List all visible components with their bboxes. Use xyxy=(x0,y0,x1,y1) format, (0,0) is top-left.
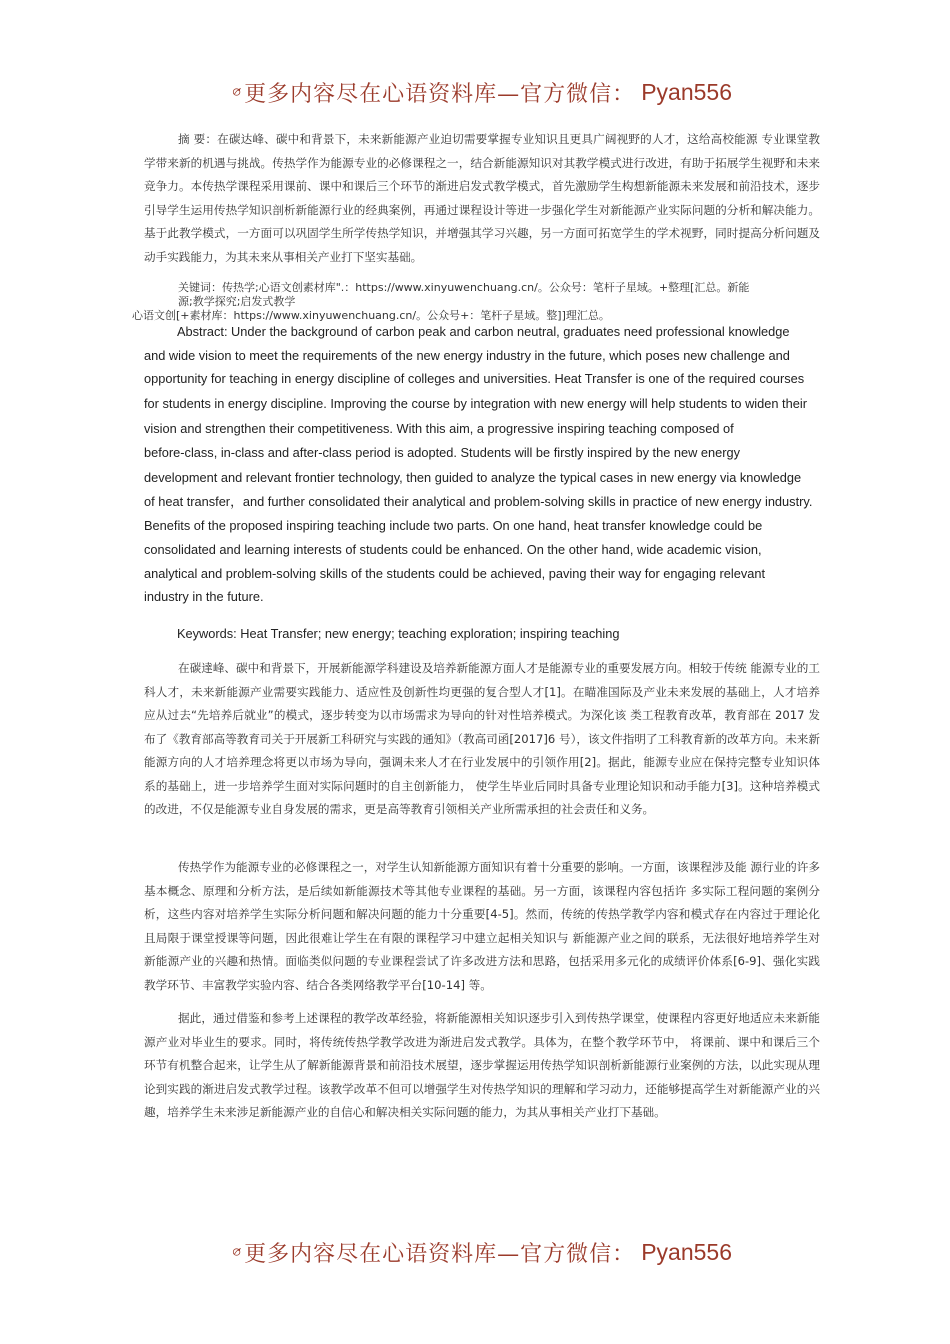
body-paragraph-2: 传热学作为能源专业的必修课程之一，对学生认知新能源方面知识有着十分重要的影响。一方面，该课程涉及能 源行业的许多基本概念、原理和分析方法，是后续如新能源技术等其他专业课程的基础。另一方面，该课程内容包括许 多实际工程问题的案例分析，这些内容对培养学生实际分析问题和解决问题的能力十分重要[4-5]。然而，传统的传热学教学内容和模式存在内容过于理论化且局限于课堂授课等问题，因此很难让学生在有限的课程学习中建立起相关知识与 新能源产业之间的联系，无法很好地培养学生对新能源产业的兴趣和热情。面临类似问题的专业课程尝试了许多改进方法和思路，包括采用多元化的成绩评价体系[6-9]、强化实践教学环节、丰富教学实验内容、结合各类网络教学平台[10-14] 等。 xyxy=(144,860,820,992)
abstract-en-line: development and relevant frontier technology, then guided to analyze the typical cases in new energy via knowledge xyxy=(144,470,802,485)
keywords-cn: 关键词：传热学;心语文创素材库".：https://www.xinyuwenchuang.cn/。公众号：笔杆子星域。+整理[汇总。新能 xyxy=(178,281,750,294)
wechat-id: Pyan556 xyxy=(641,78,732,105)
abstract-en-line: before-class, in-class and after-class period is adopted. Students will be firstly inspired by the new energy xyxy=(144,445,741,460)
abstract-en-line: industry in the future. xyxy=(144,589,264,604)
logo-icon xyxy=(232,1232,242,1272)
abstract-en-line: vision and strengthen their competitiveness. With this aim, a progressive inspiring teaching composed of xyxy=(144,421,734,436)
abstract-en-line: Benefits of the proposed inspiring teaching include two parts. On one hand, heat transfer knowledge could be xyxy=(144,518,763,533)
header-banner xyxy=(232,72,732,112)
footer-banner xyxy=(232,1232,732,1272)
abstract-en-line: and wide vision to meet the requirements of the new energy industry in the future, which poses new challenge and xyxy=(144,348,790,363)
body-paragraph-1: 在碳達峰、碳中和背景下，开展新能源学科建设及培养新能源方面人才是能源专业的重要发展方向。相较于传统 能源专业的工科人才，未来新能源产业需要实践能力、适应性及创新性均更强的复合型人才[1]。在瞄准国际及产业未来发展的基础上，人才培养应从过去“先培养后就业”的模式，逐步转变为以市场需求为导向的针对性培养模式。为深化该 类工程教育改革，教育部在 2017 发布了《教育部高等教育司关于开展新工科研究与实践的通知》（教高司函[2017]6 号），该文件指明了工科教育新的改革方向。未来新能源方向的人才培养理念将更以市场为导向，强调未来人才在行业发展中的引领作用[2]。据此，能源专业应在保持完整专业知识体系的基础上，进一步培养学生面对实际问题时的自主创新能力， 使学生毕业后同时具备专业理论知识和动手能力[3]。这种培养模式的改进，不仅是能源专业自身发展的需求，更是高等教育引领相关产业所需承担的社会责任和义务。 xyxy=(144,661,820,816)
abstract-en-line: consolidated and learning interests of students could be enhanced. On the other hand, wide academic vision, xyxy=(144,542,762,557)
logo-icon xyxy=(232,72,242,112)
abstract-en-line: opportunity for teaching in energy discipline of colleges and universities. Heat Transfer is one of the required courses xyxy=(144,371,805,386)
abstract-en-line: of heat transfer，and further consolidated their analytical and problem-solving skills in practice of new energy industry. xyxy=(144,494,813,509)
body-paragraph-3: 据此，通过借鉴和参考上述课程的教学改革经验，将新能源相关知识逐步引入到传热学课堂，使课程内容更好地适应未来新能源产业对毕业生的要求。同时，将传统传热学教学改进为渐进启发式教学。具体为，在整个教学环节中， 将课前、课中和课后三个环节有机整合起来，让学生从了解新能源背景和前沿技术展望，逐步掌握运用传热学知识剖析新能源行业案例的方法，以此实现从理论到实践的渐进启发式教学过程。该教学改革不但可以增强学生对传热学知识的理解和学习动力，还能够提高学生对新能源产业的兴趣，培养学生未来涉足新能源产业的自信心和解决相关实际问题的能力，为其从事相关产业打下基础。 xyxy=(144,1011,820,1119)
keywords-cn-cont: 源;教学探究;启发式教学 xyxy=(178,295,296,308)
banner-text: 更多内容尽在心语资料库—官方微信： xyxy=(244,1241,636,1267)
wechat-id: Pyan556 xyxy=(641,1238,732,1265)
banner-text: 更多内容尽在心语资料库—官方微信： xyxy=(244,81,636,107)
watermark-line: 心语文创[+素材库：https://www.xinyuwenchuang.cn/。公众号+：笔杆子星域。整]]理汇总。 xyxy=(132,309,610,322)
abstract-cn: 摘 要：在碳达峰、碳中和背景下，未来新能源产业迫切需要掌握专业知识且更具广阔视野的人才，这给高校能源 专业课堂教学带来新的机遇与挑战。传热学作为能源专业的必修课程之一，结合新能源知识对其教学模式进行改进，有助于拓展学生视野和未来竞争力。本传热学课程采用课前、课中和课后三个环节的渐进启发式教学模式，首先激励学生构想新能源未来发展和前沿技术，逐步引导学生运用传热学知识剖析新能源行业的经典案例，再通过课程设计等进一步强化学生对新能源产业实际问题的分析和解决能力。基于此教学模式，一方面可以巩固学生所学传热学知识，并增强其学习兴趣，另一方面可拓宽学生的学术视野，同时提高分析问题及动手实践能力，为其未来从事相关产业打下坚实基础。 xyxy=(144,132,820,264)
abstract-en-line: for students in energy discipline. Improving the course by integration with new energy will help students to widen their xyxy=(144,396,807,411)
keywords-en: Keywords: Heat Transfer; new energy; teaching exploration; inspiring teaching xyxy=(177,626,620,641)
abstract-en-line: analytical and problem-solving skills of the students could be achieved, paving their way for engaging relevant xyxy=(144,566,766,581)
abstract-en-line: Abstract: Under the background of carbon peak and carbon neutral, graduates need professional knowledge xyxy=(177,324,790,339)
